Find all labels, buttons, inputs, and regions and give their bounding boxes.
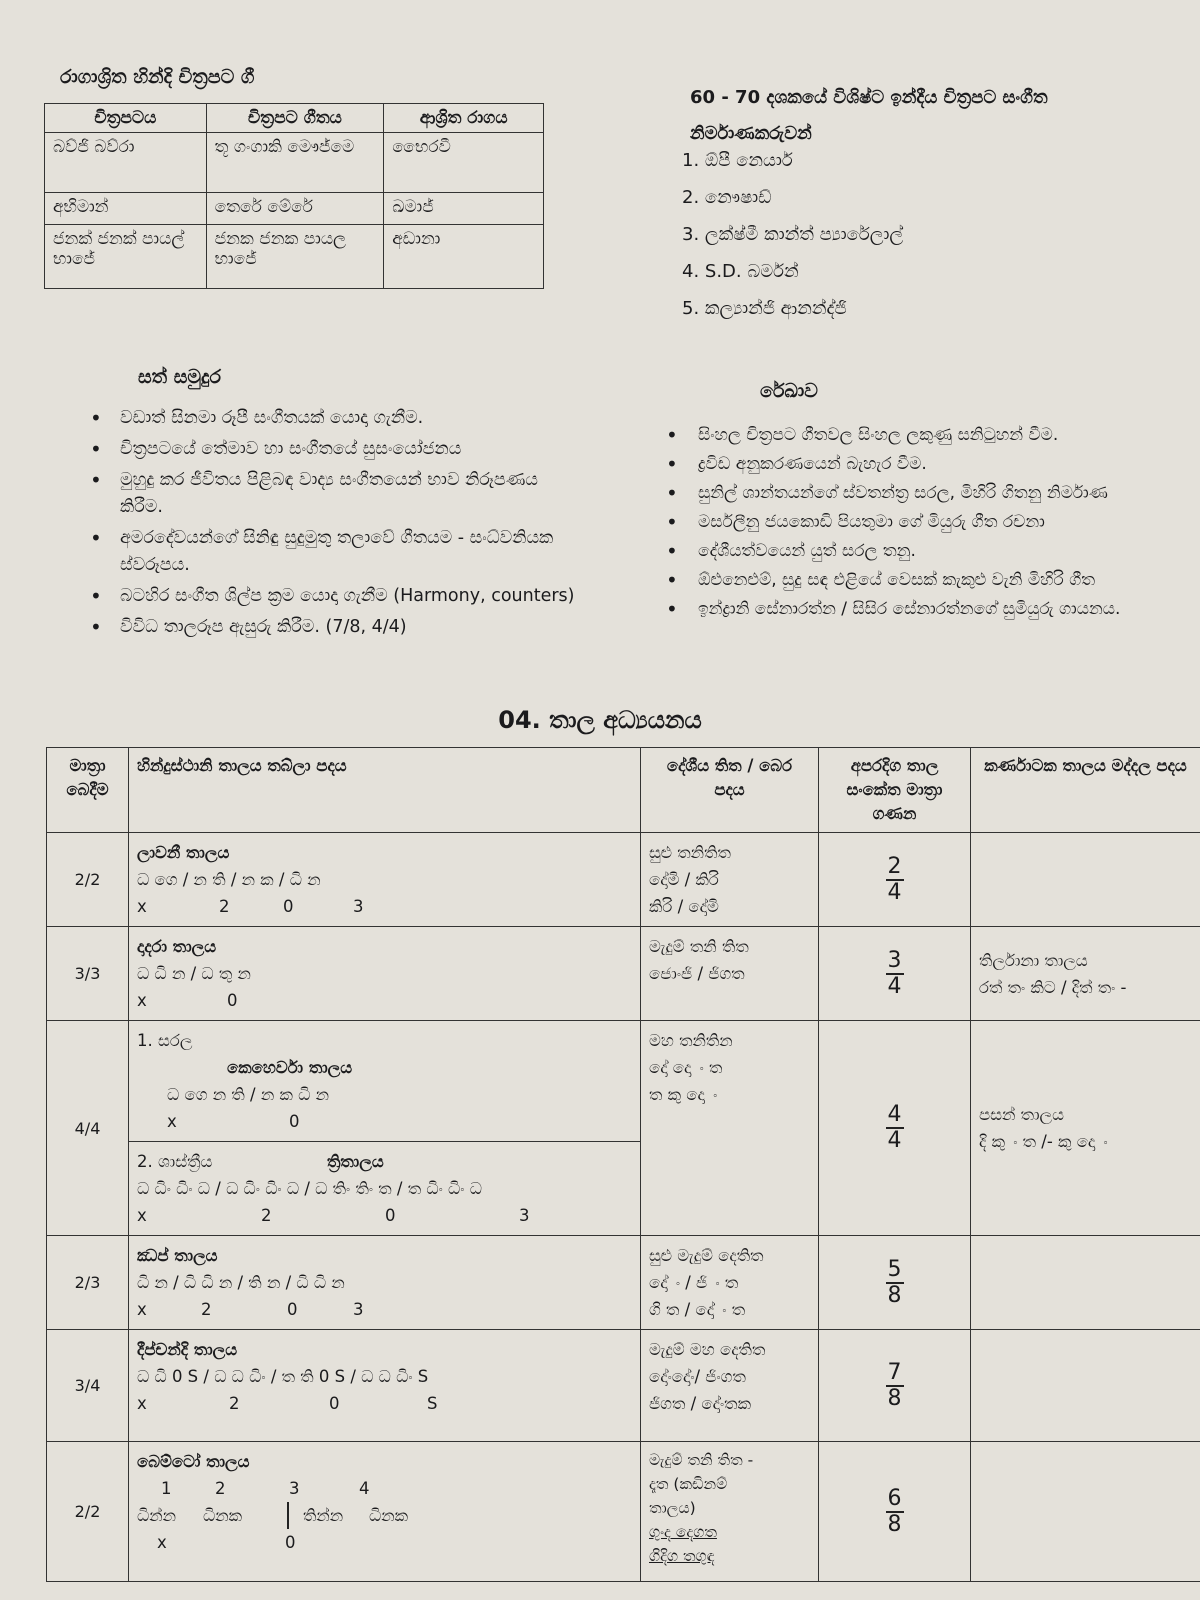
beat-counts: 1 2 3 4: [161, 1479, 370, 1498]
list-item: • ද්‍රවිඩ අනුකරණයෙන් බැහැර වීම.: [656, 451, 1186, 478]
matra-cell: 3/4: [47, 1330, 129, 1442]
time-signature-cell: [819, 927, 971, 1021]
cell-song: තූ ගංගාකි මෞජ්මෙ: [206, 133, 384, 193]
cell-film: ජනක් ජනක් පායල් භාජේ: [45, 225, 207, 289]
karnataka-cell: [971, 1330, 1200, 1442]
hindustani-cell: [129, 833, 641, 927]
rekhava-list: [656, 422, 1186, 625]
header-hindustani: හින්දුස්ථානි තාලය තබ්ලා පදය: [129, 748, 641, 833]
hindustani-cell: [129, 1021, 641, 1236]
list-item: 1. ඕපී නෙයාර්: [682, 150, 793, 171]
time-signature: $\frac{5}{8}$: [887, 1256, 902, 1308]
header-deshiya: දේශීය තිත / බෙර පදය: [641, 748, 819, 833]
table-row: [45, 225, 544, 289]
cell-film: බව්ජි බව්රා: [45, 133, 207, 193]
hindustani-cell: [129, 927, 641, 1021]
matra-cell: 4/4: [47, 1021, 129, 1236]
raga-section-title: රාගාශ්‍රිත හින්දි චිත්‍රපට ගී: [60, 66, 255, 88]
matra-cell: 2/2: [47, 833, 129, 927]
time-signature: $\frac{6}{8}$: [887, 1485, 902, 1537]
header-raga: ආශ්‍රිත රාගය: [384, 104, 544, 133]
header-karnataka: කර්ණාටක තාලය මද්දල පදය: [971, 748, 1200, 833]
karnataka-cell: පසන් තාලය දි කු ං ත /- කු දො ං: [971, 1021, 1200, 1236]
cell-raga: භෛරවී: [384, 133, 544, 193]
tala-beats: x 2 0 S: [137, 1394, 438, 1413]
tala-name: දාදරා තාලය: [137, 937, 217, 956]
table-row: [47, 1236, 1200, 1330]
deshiya-cell: මැදුම් තනි තිත - දෑත (කඩිනම් තාලය) ගුංද දෙගත ගිදිග තගුඳ: [641, 1442, 819, 1582]
table-header-row: [45, 104, 544, 133]
deshiya-cell: මැදුම් තනි තිත ජොංජි / ජිගත: [641, 927, 819, 1021]
list-item: 5. කල්‍යාන්ජි ආනන්ද්ජි: [682, 298, 847, 319]
tala-beats: x 0: [167, 1112, 300, 1131]
karnataka-cell: [971, 1442, 1200, 1582]
cell-raga: අඩානා: [384, 225, 544, 289]
tala-name: ඣප් තාලය: [137, 1246, 218, 1265]
table-row: [47, 1330, 1200, 1442]
deshiya-cell: මහ තනිතින දෝ දො ං ත ත කු දො ං: [641, 1021, 819, 1236]
tala-beats: x 0: [137, 991, 238, 1010]
classical-subsection: [129, 1141, 640, 1229]
table-row: [45, 193, 544, 225]
tala-name: කෙහෙර්වා තාලය: [227, 1058, 353, 1077]
cell-song: තෙරේ මේරේ: [206, 193, 384, 225]
list-item: • සුනිල් ශාන්තයන්ගේ ස්වතන්ත්‍ර සරල, මිහිරි ගිතනු නිර්මාණ: [656, 480, 1186, 507]
matra-cell: 3/3: [47, 927, 129, 1021]
list-item: • දේශීයත්වයෙන් යුත් සරල තනු.: [656, 538, 1186, 565]
header-film: චිත්‍රපටය: [45, 104, 207, 133]
tala-bols: ධි න / ධි ධි න / ති න / ධි ධි න: [137, 1273, 345, 1292]
karnataka-cell: [971, 1236, 1200, 1330]
list-item: • සිංහල චිත්‍රපට ගීතවල සිංහල ලකුණු සනිටුහන් වීම.: [656, 422, 1186, 449]
tala-name: බෙම්ටෝ තාලය: [137, 1452, 250, 1471]
list-item: • ඉන්ද්‍රානි සේනාරත්න / සිසිර සේනාරත්නගේ සුමියුරු ගායනය.: [656, 596, 1186, 623]
table-row: [47, 1021, 1200, 1236]
cell-raga: ඛමාජ්: [384, 193, 544, 225]
time-signature: $\frac{2}{4}$: [887, 853, 902, 905]
table-row: [47, 927, 1200, 1021]
sub-label-simple: 1. සරල: [137, 1031, 193, 1050]
list-item: • අමරදේවයන්ගේ සිනිඳු සුදුමුතු තලාවේ ගීතයම - සංධ්වනියක ස්වරූපය.: [76, 525, 576, 579]
tala-bols: ධින්න ධිනක තින්න ධිනක: [137, 1502, 632, 1529]
tala-bols: ධ ගෙ / න ති / න ක / ධි න: [137, 870, 321, 889]
header-western: අපරදිග තාල සංකේත මාත්‍රා ගණන: [819, 748, 971, 833]
time-signature-cell: [819, 1236, 971, 1330]
time-signature-cell: [819, 1442, 971, 1582]
cell-song: ජනක ජනක පායල භාජේ: [206, 225, 384, 289]
raga-table: [44, 103, 544, 289]
time-signature: $\frac{4}{4}$: [887, 1102, 902, 1153]
deshiya-cell: සුළු තනිතිත දෝමි / කිරි කිරි / දෝමි: [641, 833, 819, 927]
karnataka-cell: [971, 833, 1200, 927]
tala-bols: ධ ධි න / ධ තු න: [137, 964, 251, 983]
hindustani-cell: [129, 1442, 641, 1582]
matra-cell: 2/3: [47, 1236, 129, 1330]
composers-list: [682, 150, 903, 335]
list-item: • ඕළුනෙළුම්, සුදු සඳ එළියේ වෙසක් කැකුළු වැනි මිහිරි ගීත: [656, 567, 1186, 594]
tala-beats: x 2 0 3: [137, 897, 364, 916]
time-signature-cell: [819, 1330, 971, 1442]
tala-beats: x 2 0 3: [137, 1300, 364, 1319]
header-matra: මාත්‍රා බෙදීම: [47, 748, 129, 833]
cell-film: අභිමාන්: [45, 193, 207, 225]
deshiya-cell: මැදුම් මහ දෙතිත දෝංදෝං/ ජිංගත ජිගත / දෝංතක: [641, 1330, 819, 1442]
tala-name: ත්‍රිතාලය: [327, 1152, 384, 1171]
header-song: චිත්‍රපට ගීතය: [206, 104, 384, 133]
time-signature-cell: [819, 1021, 971, 1236]
list-item: • වඩාත් සිනමා රූපී සංගීතයක් යොදා ගැනීම.: [76, 405, 576, 432]
hindustani-cell: [129, 1330, 641, 1442]
deshiya-cell: සුළු මැදුම් දෙතිත දෝ ං / ජි ං ත ගි ත / දෝ ං ත: [641, 1236, 819, 1330]
list-item: • චිත්‍රපටයේ තේමාව හා සංගීතයේ සුසංයෝජනය: [76, 436, 576, 463]
sath-samudura-list: [76, 405, 576, 645]
time-signature: $\frac{7}{8}$: [887, 1359, 902, 1411]
list-item: • විවිධ තාලරූප ඇසුරු කිරීම. (7/8, 4/4): [76, 614, 576, 641]
list-item: 3. ලක්ෂ්මී කාන්ත් ප්‍යාරේලාල්: [682, 224, 904, 245]
sath-samudura-title: සත් සමුදුර: [138, 366, 221, 388]
karnataka-cell: තිර්ලානා තාලය රත් තං කිට / දිත් තං -: [971, 927, 1200, 1021]
list-item: • මර්සලීනු ජයකොඩි පියතුමා ගේ මියුරු ගීත රචනා: [656, 509, 1186, 536]
table-row: [45, 133, 544, 193]
tala-bols: ධ ධි 0 S / ධ ධ ධිං / ත ති 0 S / ධ ධ ධිං S: [137, 1367, 429, 1386]
table-row: [47, 833, 1200, 927]
sub-label-classical: 2. ශාස්ත්‍රීය: [137, 1152, 213, 1171]
list-item: • මුහුදු කර ජීවිතය පිළිබඳ වාද්‍ය සංගීතයෙන් භාව නිරූපණය කිරීම.: [76, 467, 576, 521]
tala-name: දීප්චන්දි තාලය: [137, 1340, 238, 1359]
tala-bols: ධ ධිං ධිං ධ / ධ ධිං ධිං ධ / ධ තිං තිං ත / ත ධිං ධිං ධ: [137, 1179, 482, 1198]
tala-beats: x 0: [157, 1533, 296, 1552]
time-signature-cell: [819, 833, 971, 927]
rekhava-title: රේඛාව: [760, 380, 818, 402]
composers-title: 60 - 70 දශකයේ විශිෂ්ට ඉන්දීය චිත්‍රපට සංගීත නිර්මාණකරුවන්: [690, 87, 1048, 144]
matra-cell: 2/2: [47, 1442, 129, 1582]
list-item: 4. S.D. බර්මන්: [682, 261, 799, 282]
table-header-row: [47, 748, 1200, 833]
tala-name: ලාවනී තාලය: [137, 843, 230, 862]
list-item: 2. නෞෂාඩ්: [682, 187, 772, 208]
tala-table: [46, 747, 1200, 1582]
section-title: 04. තාල අධ්‍යයනය: [498, 706, 702, 734]
hindustani-cell: [129, 1236, 641, 1330]
time-signature: $\frac{3}{4}$: [887, 947, 902, 999]
tala-beats: x 2 0 3: [137, 1206, 530, 1225]
table-row: [47, 1442, 1200, 1582]
tala-bols: ධ ගෙ න ති / න ක ධි න: [167, 1085, 329, 1104]
list-item: • බටහිර සංගීත ශිල්ප ක්‍රම යොදා ගැනීම (Harmony, counters): [76, 583, 576, 610]
